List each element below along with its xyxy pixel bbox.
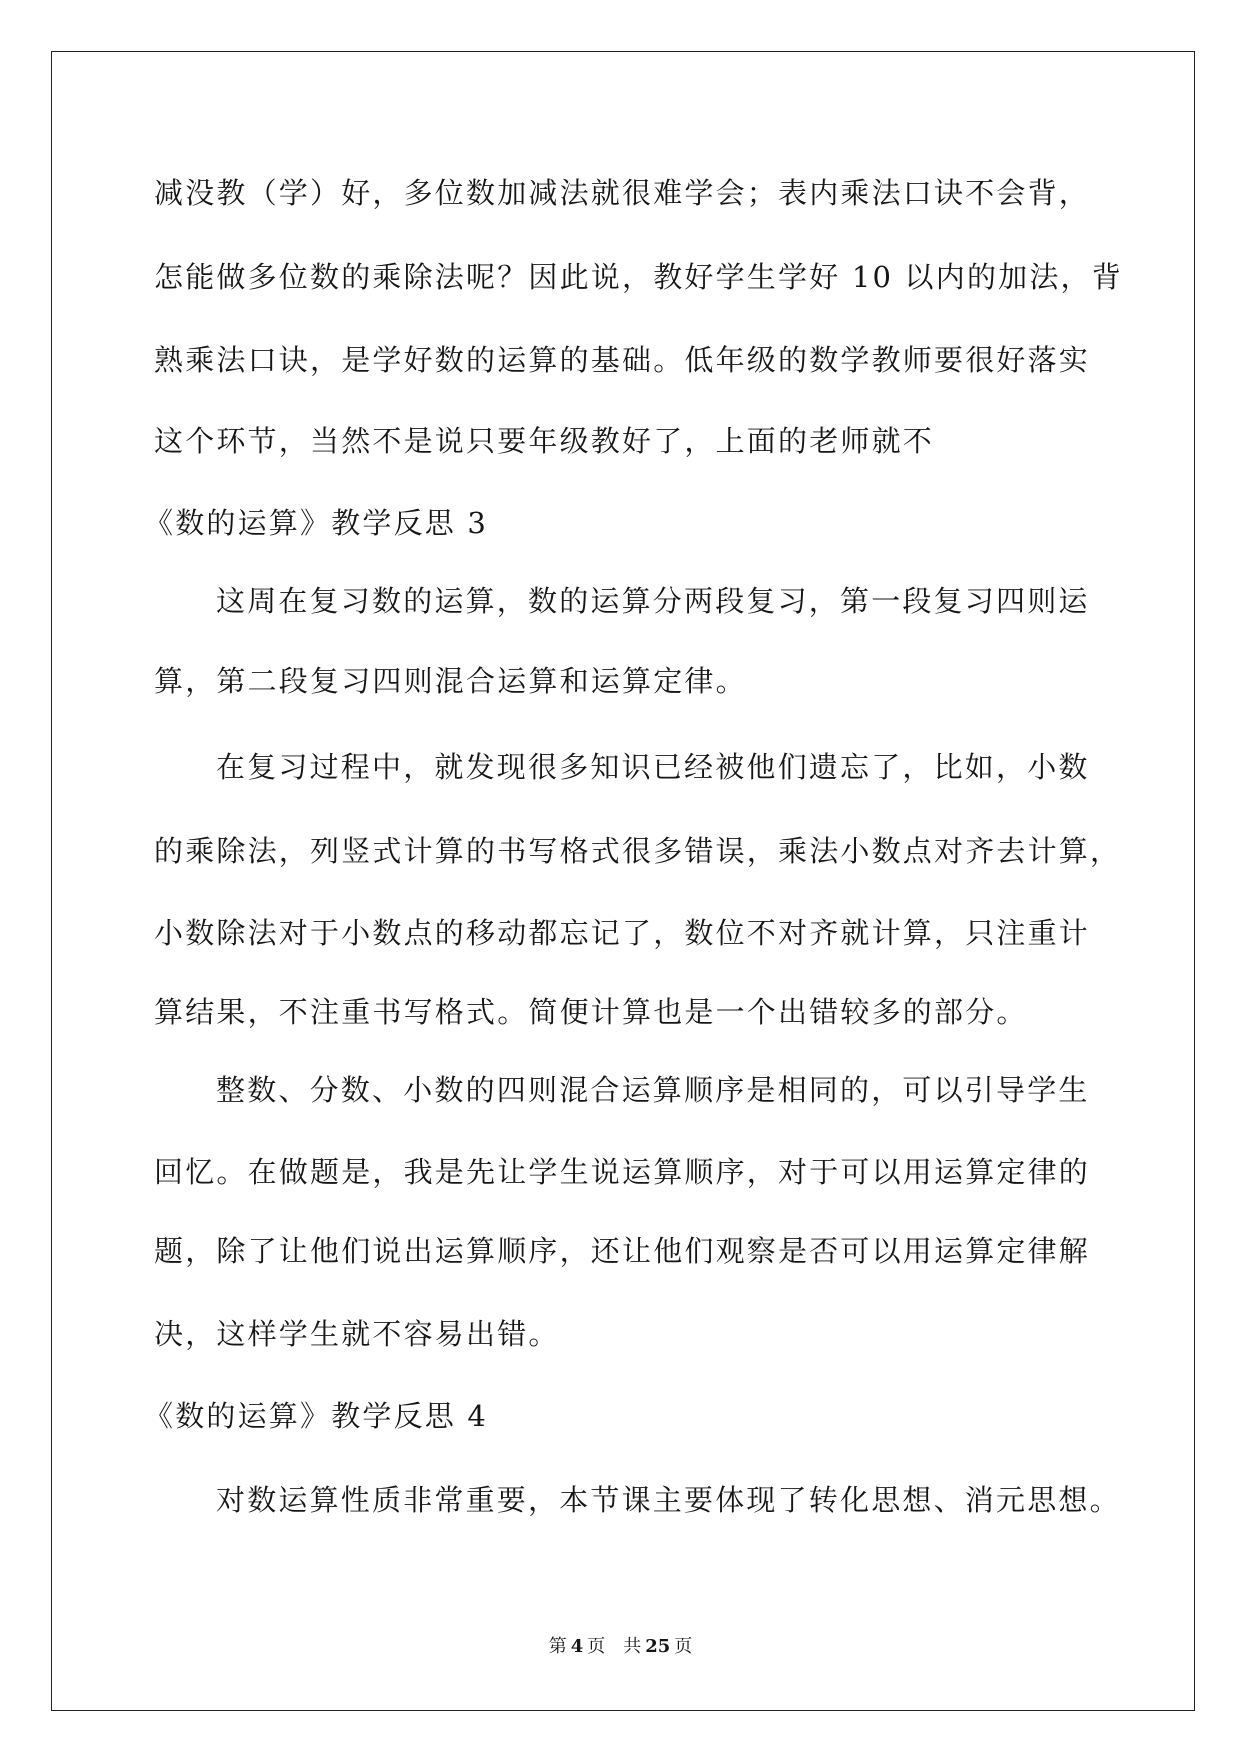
text-line: 小数除法对于小数点的移动都忘记了，数位不对齐就计算，只注重计	[154, 916, 1091, 950]
text-line: 题，除了让他们说出运算顺序，还让他们观察是否可以用运算定律解	[154, 1234, 1091, 1268]
text-line: 怎能做多位数的乘除法呢？因此说，教好学生学好 10 以内的加法，背	[154, 260, 1123, 294]
text-line: 的乘除法，列竖式计算的书写格式很多错误，乘法小数点对齐去计算，	[154, 834, 1122, 868]
text-line: 算，第二段复习四则混合运算和运算定律。	[154, 664, 747, 698]
text-line: 算结果，不注重书写格式。简便计算也是一个出错较多的部分。	[154, 995, 1028, 1029]
text-line: 对数运算性质非常重要，本节课主要体现了转化思想、消元思想。	[216, 1483, 1121, 1517]
text-line: 回忆。在做题是，我是先让学生说运算顺序，对于可以用运算定律的	[154, 1155, 1091, 1189]
page-footer	[0, 1635, 1241, 1659]
section-heading: 《数的运算》教学反思 4	[144, 1399, 489, 1433]
text-line: 熟乘法口诀，是学好数的运算的基础。低年级的数学教师要很好落实	[154, 343, 1091, 377]
text-line: 减没教（学）好，多位数加减法就很难学会；表内乘法口诀不会背，	[154, 176, 1091, 210]
total-prefix: 共	[623, 1636, 642, 1657]
page-suffix: 页	[587, 1636, 606, 1657]
current-page-number: 4	[570, 1636, 584, 1657]
total-suffix: 页	[674, 1636, 693, 1657]
text-line: 这个环节，当然不是说只要年级教好了，上面的老师就不	[154, 424, 935, 458]
page-prefix: 第	[548, 1636, 567, 1657]
page-border	[51, 51, 1195, 1711]
section-heading: 《数的运算》教学反思 3	[144, 506, 489, 540]
total-pages-number: 25	[645, 1636, 671, 1657]
text-line: 在复习过程中，就发现很多知识已经被他们遗忘了，比如，小数	[216, 750, 1090, 784]
text-line: 这周在复习数的运算，数的运算分两段复习，第一段复习四则运	[216, 584, 1090, 618]
text-line: 整数、分数、小数的四则混合运算顺序是相同的，可以引导学生	[216, 1073, 1090, 1107]
text-line: 决，这样学生就不容易出错。	[154, 1317, 560, 1351]
